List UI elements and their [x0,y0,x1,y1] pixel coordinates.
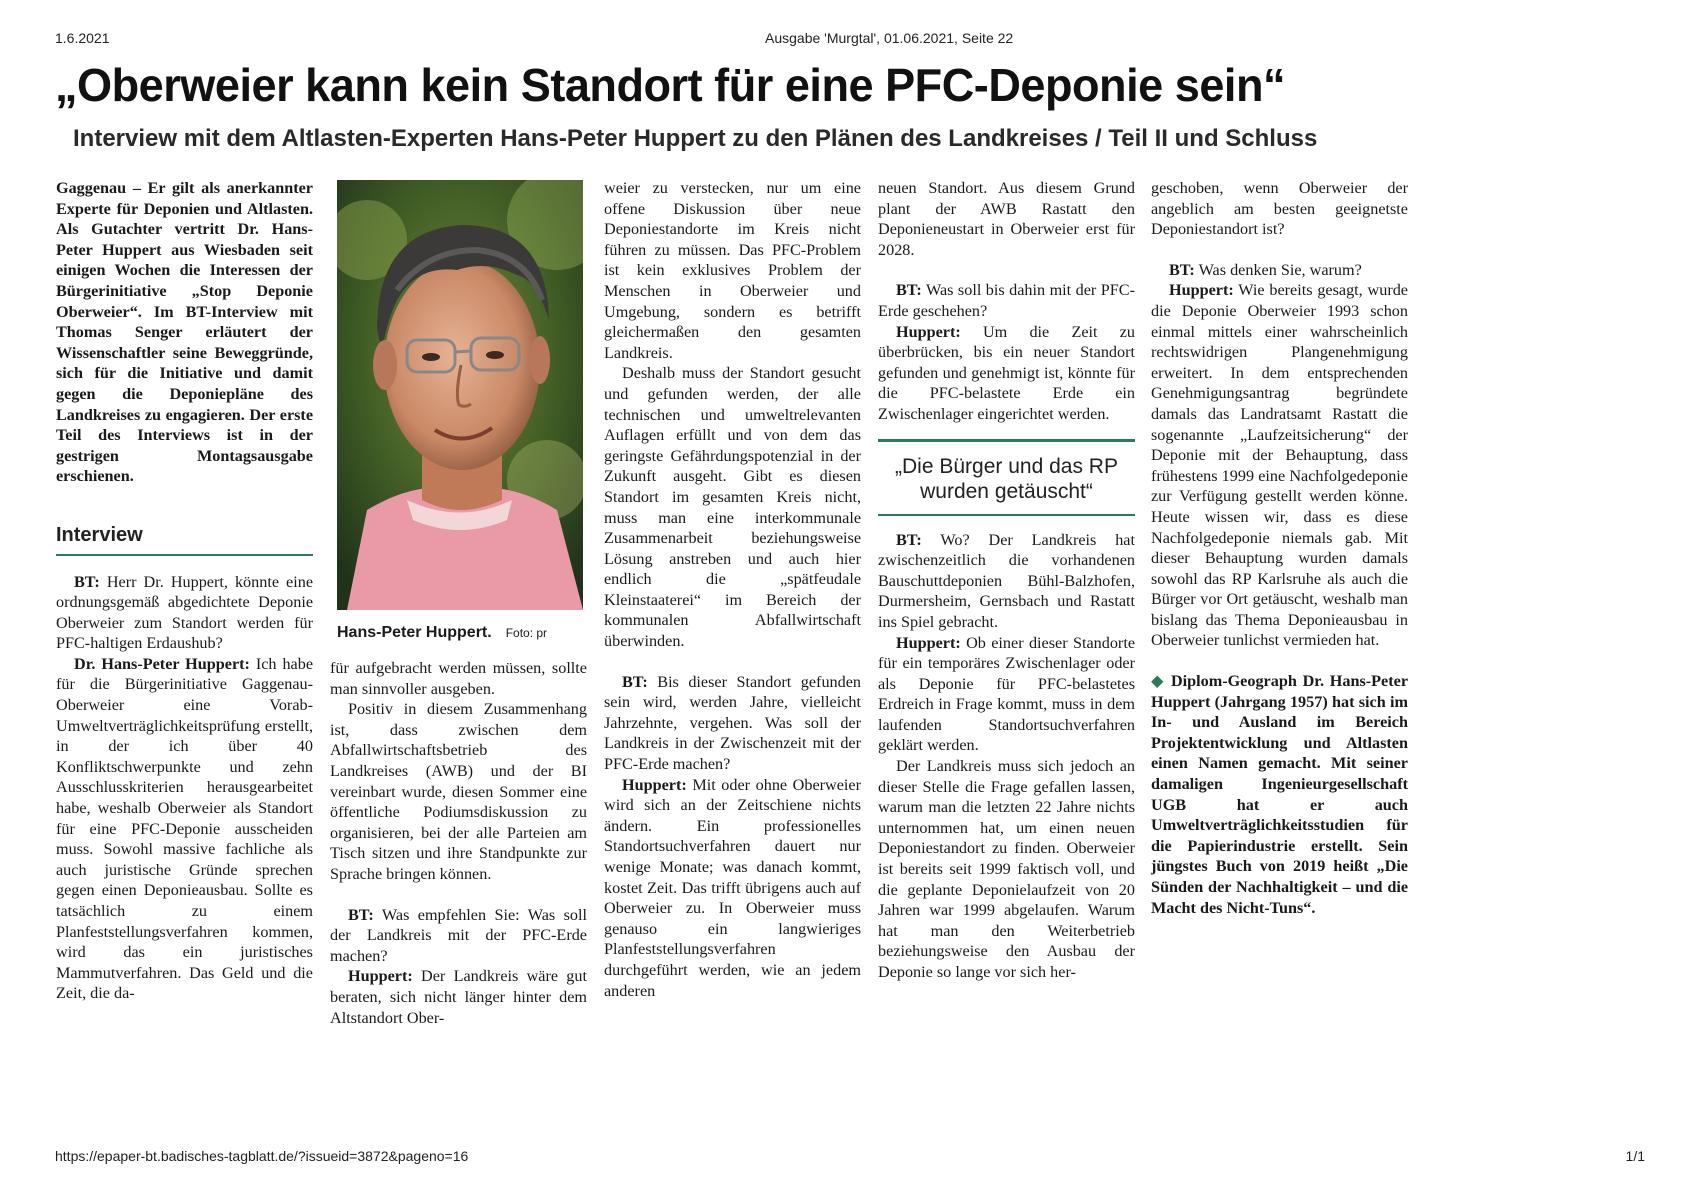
article-column-3 [604,178,861,1001]
answer-4 [878,322,1135,425]
question-text: Bis dieser Standort gefunden sein wird, werden Jahre, vielleicht Jahrzehnte, vergehen. Was soll der Landkreis in der Zwischenzeit mit der PFC-Erde machen? [604,672,861,774]
answer-label: Dr. Hans-Peter Huppert: [74,654,250,673]
answer-label: Huppert: [348,967,413,986]
answer-label: Huppert: [1169,281,1234,300]
answer-label: Huppert: [896,633,961,652]
interview-section-title: Interview [56,525,313,556]
article-column-1 [56,178,313,1004]
answer-3-continued: neuen Standort. Aus diesem Grund plant der AWB Rastatt den Deponieneustart in Oberweier erst für 2028. [878,179,1135,259]
question-label: BT: [622,672,648,691]
question-label: BT: [1169,260,1195,279]
answer-text: Ich habe für die Bürgerinitiative Gaggenau-Oberweier eine Vorab-Umweltverträglichkeitsprüfung erstellt, in der ich über 40 Konfliktschwerpunkte und zehn Ausschlusskriterien herausgearbeitet habe, weshalb Oberweier als Standort für eine PFC-Deponie ausscheiden muss. Sowohl massive fachliche als auch juristische Gründe sprechen gegen einen Deponieausbau. Sollte es tatsächlich zu einem Planfeststellungsverfahren kommen, wird das ein juristisches Mammutverfahren. Das Geld und die Zeit, die da- [56,654,313,1003]
question-4 [878,280,1135,321]
question-text: Was soll bis dahin mit der PFC-Erde geschehen? [878,281,1135,320]
answer-5-continued: geschoben, wenn Oberweier der angeblich am besten geeignetste Deponiestandort ist? [1151,179,1408,239]
answer-2-paragraph-2: Deshalb muss der Standort gesucht und gefunden werden, der alle technischen und umweltrelevanten Auflagen erfüllt und von dem das geringste Gefährdungspotenzial in der Zukunft ausgeht. Gibt es diesen Standort im gesamten Kreis nicht, muss man eine interkommunale Zusammenarbeit beziehungsweise Lösung anstreben und auch hier endlich die „spätfeudale Kleinstaaterei“ im Bereich der kommunalen Abfallwirtschaft überwinden. [604,364,861,651]
portrait-photo [337,180,583,610]
answer-label: Huppert: [896,322,961,341]
question-label: BT: [348,905,374,924]
question-6 [1151,260,1408,281]
photo-caption [337,624,583,642]
print-page-count: 1/1 [1625,1148,1645,1164]
author-bio [1151,671,1408,918]
question-1 [56,572,313,654]
question-text: Was denken Sie, warum? [1198,260,1362,279]
question-2 [330,905,587,967]
portrait-image [337,180,583,610]
article-column-5 [1151,178,1408,918]
question-label: BT: [896,530,922,549]
answer-3 [604,775,861,1002]
question-5 [878,530,1135,633]
article-subhead: „Die Bürger und das RP wurden getäuscht“ [878,439,1135,516]
question-label: BT: [896,281,922,300]
diamond-icon: ◆ [1151,672,1166,691]
answer-label: Huppert: [622,775,687,794]
question-text: Herr Dr. Huppert, könnte eine ordnungsgemäß abgedichtete Deponie Oberweier zum Standort werden für PFC-haltigen Erdaushub? [56,572,314,653]
question-text: Was empfehlen Sie: Was soll der Landkreis mit der PFC-Erde machen? [330,905,587,965]
answer-text: Der Landkreis wäre gut beraten, sich nicht länger hinter dem Altstandort Ober- [330,967,587,1027]
answer-text: Wie bereits gesagt, wurde die Deponie Oberweier 1993 schon einmal mittels einer wahrscheinlich rechtswidrigen Plangenehmigung erweitert. In dem entsprechenden Genehmigungsantrag begründete damals das Landratsamt Rastatt die sogenannte „Laufzeitsicherung“ der Deponie mit der Behauptung, dass frühestens 1999 eine Nachfolgedeponie zur Verfügung gestellt werden könne. Heute wissen wir, dass es diese Nachfolgedeponie niemals gab. Mit dieser Behauptung wurden damals sowohl das RP Karlsruhe als auch die Bürger vor Ort getäuscht, weshalb man bislang das Thema Deponieausbau in Oberweier tunlichst vermieden hat. [1151,281,1408,650]
answer-1-continued: für aufgebracht werden müssen, sollte man sinnvoller ausgeben. [330,659,587,698]
article-column-4 [878,178,1135,983]
author-bio-text: Diplom-Geograph Dr. Hans-Peter Huppert (Jahrgang 1957) hat sich im In- und Ausland im Bereich Projektentwicklung und Altlasten einen Namen gemacht. Mit seiner damaligen Ingenieurgesellschaft UGB hat er auch Umweltverträglichkeitsstudien für die Papierindustrie erstellt. Sein jüngstes Buch von 2019 heißt „Die Sünden der Nachhaltigkeit – und die Macht des Nicht-Tuns“. [1151,672,1409,917]
question-text: Wo? Der Landkreis hat zwischenzeitlich die vorhandenen Bauschuttdeponien Bühl-Balzhofen, Durmersheim, Gernsbach und Rastatt ins Spiel gebracht. [878,530,1135,631]
question-3 [604,672,861,775]
answer-5-paragraph-2: Der Landkreis muss sich jedoch an dieser Stelle die Frage gefallen lassen, warum man die letzten 22 Jahre nichts unternommen hat, um einen neuen Deponiestandort zu finden. Oberweier ist bereits seit 1999 faktisch voll, und die geplante Deponielaufzeit von 20 Jahren war 1999 abgelaufen. Warum hat man den Weiterbetrieb beziehungsweise den Ausbau der Deponie so lange vor sich her- [878,757,1135,981]
answer-2 [330,966,587,1028]
article-subheadline: Interview mit dem Altlasten-Experten Hans-Peter Huppert zu den Plänen des Landkreises / Teil II und Schluss [73,125,1318,152]
answer-text: Um die Zeit zu überbrücken, bis ein neuer Standort gefunden und genehmigt ist, könnte für die PFC-belastete Erde ein Zwischenlager eingerichtet werden. [878,322,1136,423]
caption-name: Hans-Peter Huppert. [337,624,492,641]
caption-credit: Foto: pr [505,626,548,640]
answer-1 [56,654,313,1004]
answer-2-continued: weier zu verstecken, nur um eine offene Diskussion über neue Deponiestandorte im Kreis nicht führen zu müssen. Das PFC-Problem ist kein exklusives Problem der Menschen in Oberweier und Umgebung, sondern es betrifft gleichermaßen den gesamten Landkreis. [604,179,861,362]
answer-text: Ob einer dieser Standorte für ein temporäres Zwischenlager oder als Deponie für PFC-belastetes Erdreich in Frage kommt, muss in dem laufenden Standortsuchverfahren geklärt werden. [878,633,1136,755]
answer-text: Mit oder ohne Oberweier wird sich an der Zeitschiene nichts ändern. Ein professionelles Standortsuchverfahren dauert nur wenige Monate; was danach kommt, kostet Zeit. Das trifft übrigens auch auf Oberweier zu. In Oberweier muss genauso ein langwieriges Planfeststellungsverfahren durchgeführt werden, wie an jedem anderen [604,775,861,1000]
print-date: 1.6.2021 [55,30,110,46]
print-edition: Ausgabe 'Murgtal', 01.06.2021, Seite 22 [765,30,1014,46]
print-url: https://epaper-bt.badisches-tagblatt.de/?issueid=3872&pageno=16 [55,1148,469,1164]
answer-6 [1151,280,1408,651]
answer-5 [878,633,1135,757]
article-headline: „Oberweier kann kein Standort für eine PFC-Deponie sein“ [55,59,1286,111]
answer-1-paragraph-2: Positiv in diesem Zusammenhang ist, dass zwischen dem Abfallwirtschaftsbetrieb des Landkreises (AWB) und der BI vereinbart wurde, diesen Sommer eine öffentliche Podiumsdiskussion zu organisieren, bei der alle Parteien am Tisch sitzen und ihre Standpunkte zur Sprache bringen können. [330,700,587,883]
article-lead: Gaggenau – Er gilt als anerkannter Experte für Deponien und Altlasten. Als Gutachter vertritt Dr. Hans-Peter Huppert aus Wiesbaden seit einigen Wochen die Interessen der Bürgerinitiative „Stop Deponie Oberweier“. Im BT-Interview mit Thomas Senger erläutert der Wissenschaftler seine Beweggründe, sich für die Initiative und damit gegen die Deponiepläne des Landkreises zu engagieren. Der erste Teil des Interviews ist in der gestrigen Montagsausgabe erschienen. [56,179,313,486]
question-label: BT: [74,572,100,591]
article-column-2 [330,658,587,1028]
